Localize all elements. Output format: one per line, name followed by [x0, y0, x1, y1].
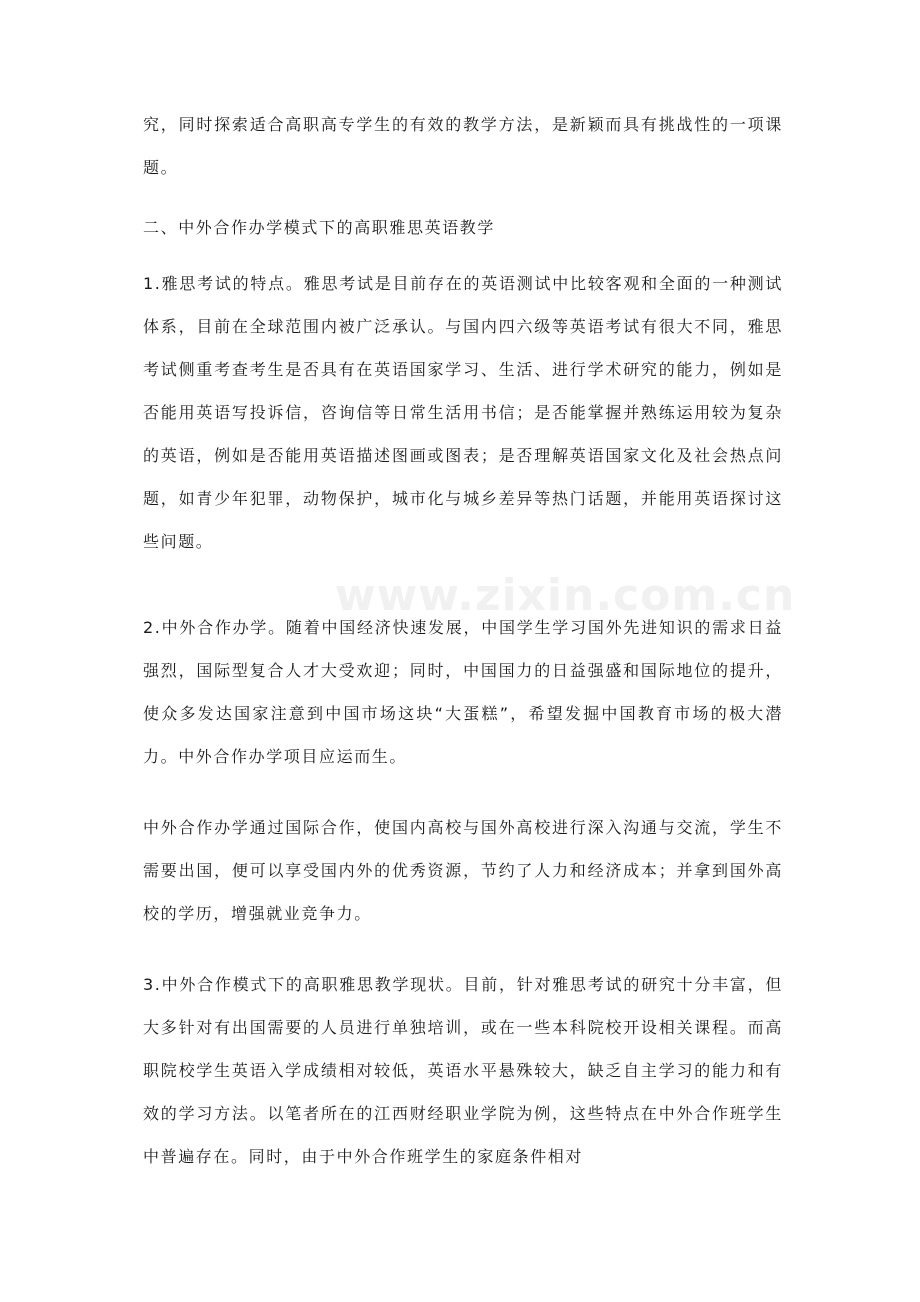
- paragraph-text: 2.中外合作办学。随着中国经济快速发展，中国学生学习国外先进知识的需求日益强烈，国际型复合人才大受欢迎；同时，中国国力的日益强盛和国际地位的提升，使众多发达国家注意到中国市场这块“大蛋糕”，希望发掘中国教育市场的极大潜力。中外合作办学项目应运而生。: [143, 618, 783, 766]
- paragraph-ielts-features: [143, 262, 783, 563]
- section-heading-text: 二、中外合作办学模式下的高职雅思英语教学: [143, 218, 496, 237]
- paragraph-text: 中外合作办学通过国际合作，使国内高校与国外高校进行深入沟通与交流，学生不需要出国，便可以享受国内外的优秀资源，节约了人力和经济成本；并拿到国外高校的学历，增强就业竞争力。: [143, 818, 783, 923]
- paragraph-sino-foreign-cooperation: [143, 606, 783, 778]
- section-heading: [143, 206, 783, 249]
- watermark: www.zixin.com.cn: [335, 570, 796, 621]
- paragraph-intro-continuation: [143, 103, 783, 189]
- paragraph-teaching-status: [143, 963, 783, 1178]
- paragraph-text: 3.中外合作模式下的高职雅思教学现状。目前，针对雅思考试的研究十分丰富，但大多针对有出国需要的人员进行单独培训，或在一些本科院校开设相关课程。而高职院校学生英语入学成绩相对较低，英语水平悬殊较大，缺乏自主学习的能力和有效的学习方法。以笔者所在的江西财经职业学院为例，这些特点在中外合作班学生中普遍存在。同时，由于中外合作班学生的家庭条件相对: [143, 975, 783, 1166]
- paragraph-text: 1.雅思考试的特点。雅思考试是目前存在的英语测试中比较客观和全面的一种测试体系，目前在全球范围内被广泛承认。与国内四六级等英语考试有很大不同，雅思考试侧重考查考生是否具有在英语国家学习、生活、进行学术研究的能力，例如是否能用英语写投诉信，咨询信等日常生活用书信；是否能掌握并熟练运用较为复杂的英语，例如是否能用英语描述图画或图表；是否理解英语国家文化及社会热点问题，如青少年犯罪，动物保护，城市化与城乡差异等热门话题，并能用英语探讨这些问题。: [143, 274, 783, 551]
- paragraph-cooperation-benefits: [143, 806, 783, 935]
- paragraph-text: 究，同时探索适合高职高专学生的有效的教学方法，是新颖而具有挑战性的一项课题。: [143, 115, 783, 177]
